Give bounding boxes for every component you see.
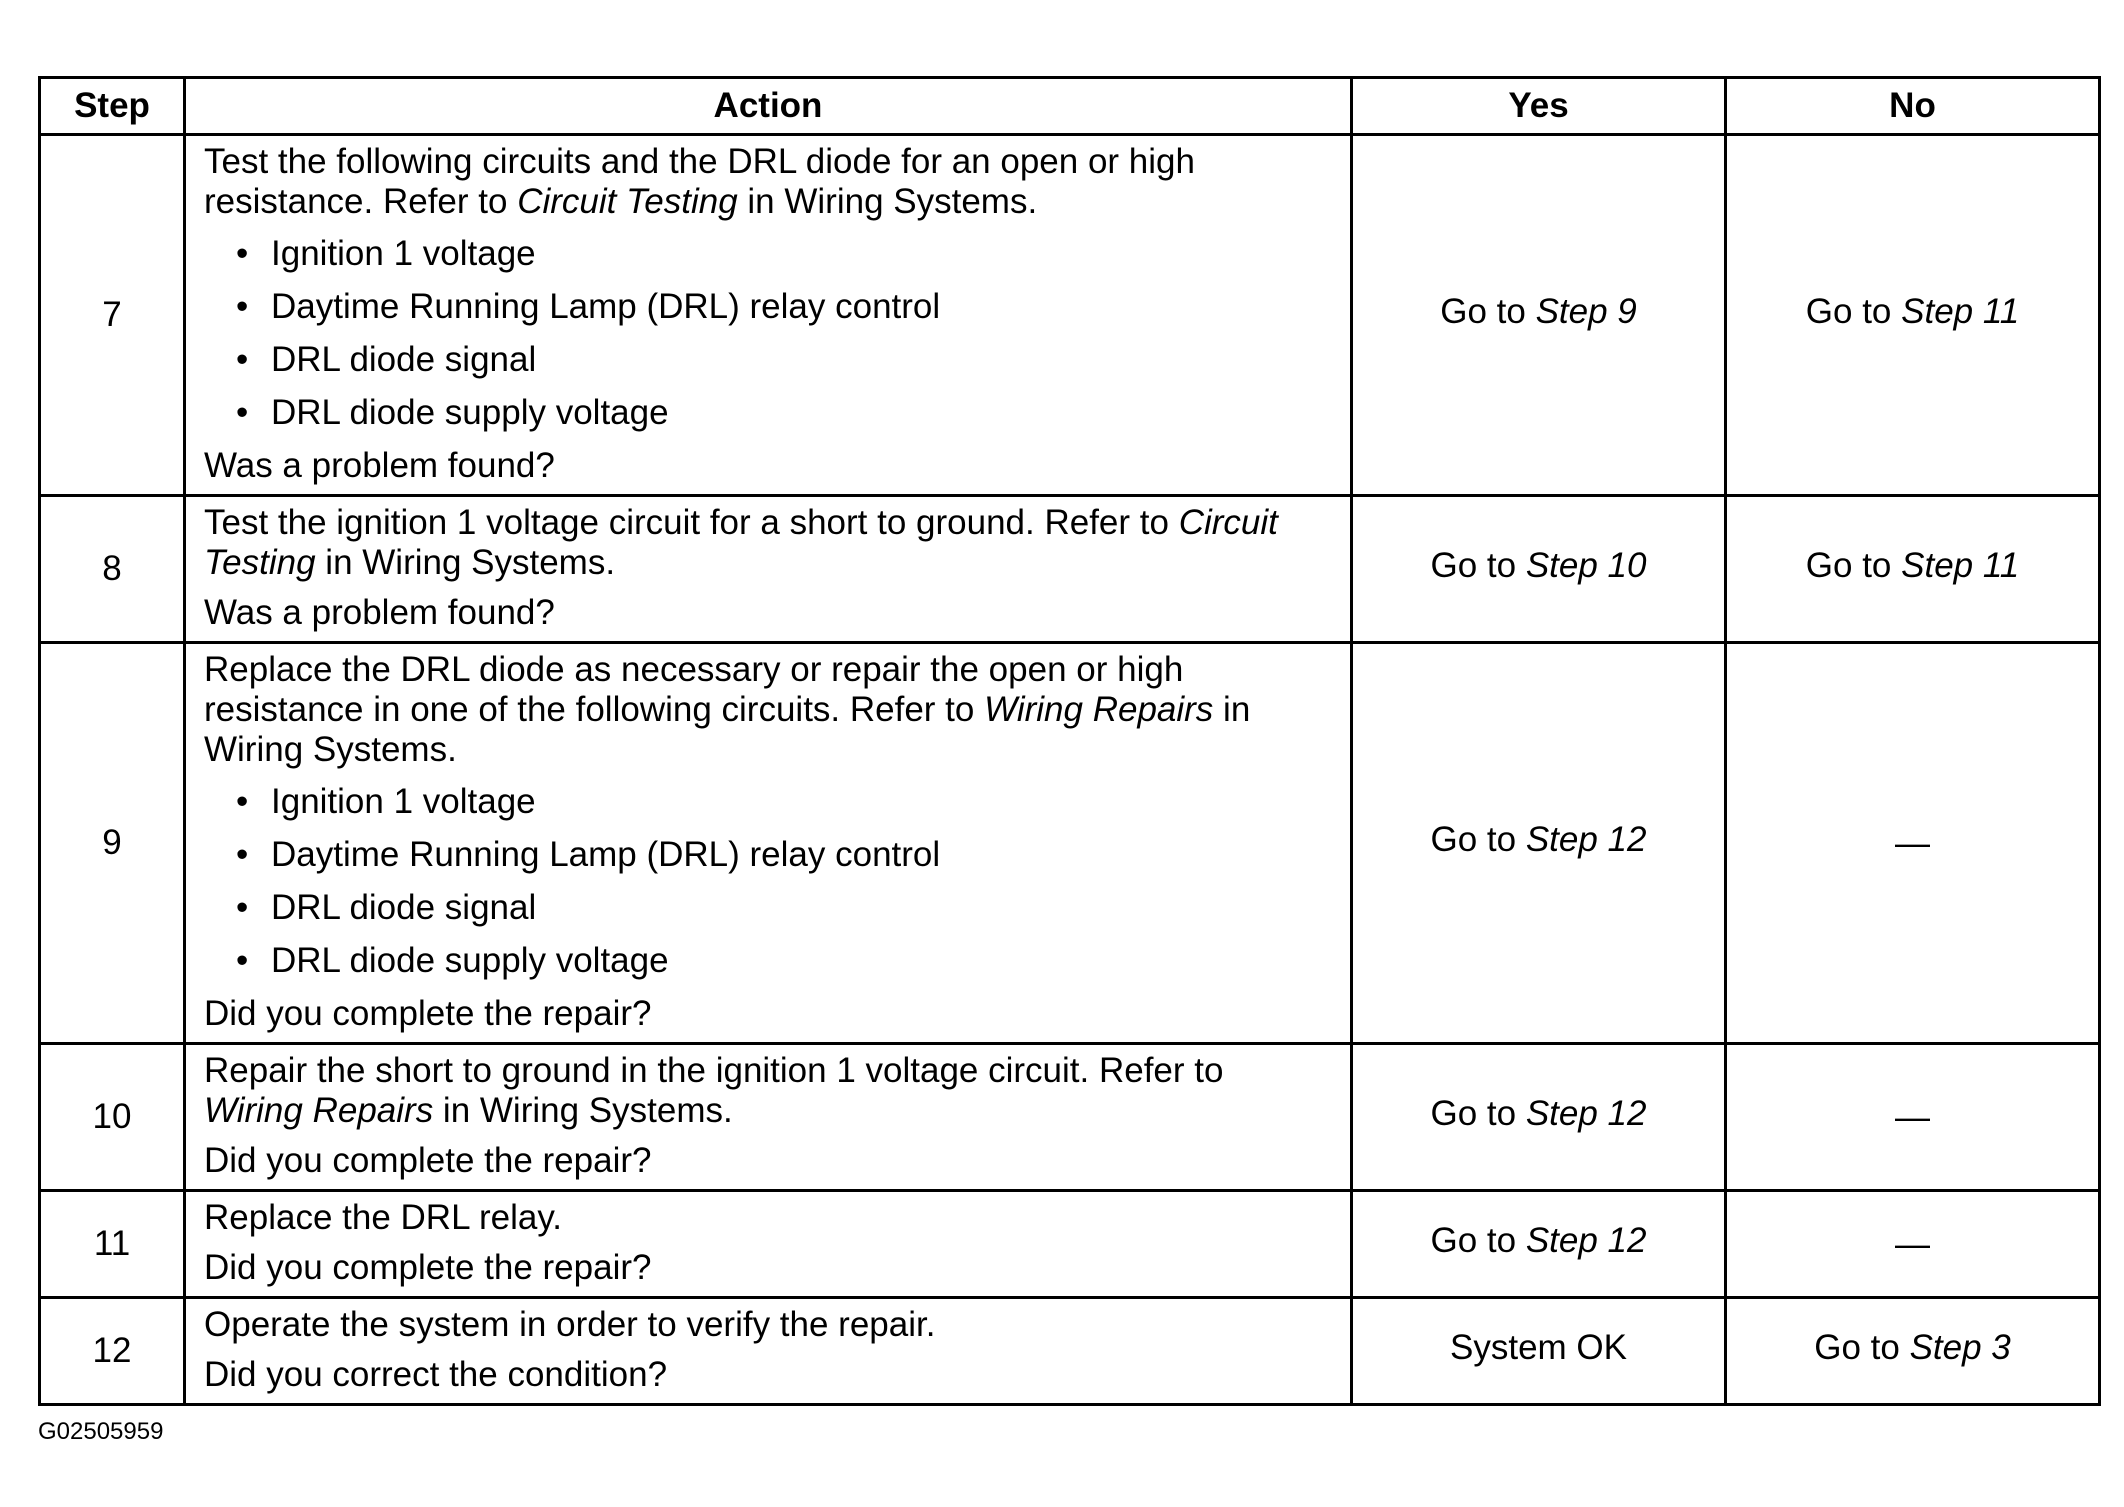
action-instruction: Replace the DRL diode as necessary or repair the open or high resistance in one of the following circuits. Refer to Wiring Repairs in Wiring Systems. (204, 650, 1251, 769)
action-cell (185, 1298, 1352, 1405)
table-row (40, 643, 2100, 1044)
list-item: • DRL diode supply voltage (236, 941, 669, 980)
action-question: Was a problem found? (204, 446, 555, 485)
action-cell (185, 135, 1352, 496)
action-instruction: Operate the system in order to verify the repair. (204, 1305, 936, 1344)
step-number: 11 (40, 1191, 185, 1298)
bullet-icon: • (236, 782, 249, 821)
action-instruction: Replace the DRL relay. (204, 1198, 562, 1237)
bullet-icon: • (236, 287, 249, 326)
no-result: Go to Step 3 (1726, 1298, 2100, 1405)
bullet-icon: • (236, 941, 249, 980)
no-result: Go to Step 11 (1726, 496, 2100, 643)
bullet-icon: • (236, 888, 249, 927)
action-instruction: Test the ignition 1 voltage circuit for a short to ground. Refer to Circuit Testing in Wiring Systems. (204, 503, 1278, 582)
step-number: 12 (40, 1298, 185, 1405)
action-instruction: Repair the short to ground in the ignition 1 voltage circuit. Refer to Wiring Repairs in Wiring Systems. (204, 1051, 1224, 1130)
list-item: • Daytime Running Lamp (DRL) relay control (236, 835, 941, 874)
yes-result: Go to Step 9 (1352, 135, 1726, 496)
bullet-icon: • (236, 234, 249, 273)
no-result: — (1726, 1044, 2100, 1191)
reference-link-text: Circuit Testing (204, 503, 1278, 582)
list-item: • DRL diode supply voltage (236, 393, 669, 432)
table-row (40, 1044, 2100, 1191)
diagnostic-sheet (38, 76, 2098, 1406)
header-action: Action (185, 78, 1352, 135)
yes-result: System OK (1352, 1298, 1726, 1405)
step-number: 7 (40, 135, 185, 496)
reference-link-text: Circuit Testing (517, 182, 738, 221)
action-question: Did you complete the repair? (204, 994, 652, 1033)
step-number: 10 (40, 1044, 185, 1191)
no-result: Go to Step 11 (1726, 135, 2100, 496)
bullet-icon: • (236, 340, 249, 379)
header-step: Step (40, 78, 185, 135)
action-cell (185, 1191, 1352, 1298)
bullet-icon: • (236, 835, 249, 874)
list-item: • Ignition 1 voltage (236, 234, 536, 273)
action-question: Did you complete the repair? (204, 1141, 652, 1180)
figure-id: G02505959 (38, 1418, 164, 1445)
action-cell (185, 1044, 1352, 1191)
table-row (40, 496, 2100, 643)
action-cell (185, 643, 1352, 1044)
reference-link-text: Wiring Repairs (984, 690, 1214, 729)
header-no: No (1726, 78, 2100, 135)
no-result: — (1726, 1191, 2100, 1298)
action-question: Did you correct the condition? (204, 1355, 668, 1394)
header-yes: Yes (1352, 78, 1726, 135)
list-item: • DRL diode signal (236, 340, 537, 379)
list-item: • Daytime Running Lamp (DRL) relay control (236, 287, 941, 326)
yes-result: Go to Step 10 (1352, 496, 1726, 643)
table-header-row (40, 78, 2100, 135)
action-cell (185, 496, 1352, 643)
bullet-icon: • (236, 393, 249, 432)
table-row (40, 135, 2100, 496)
step-number: 9 (40, 643, 185, 1044)
step-number: 8 (40, 496, 185, 643)
diagnostic-table (38, 76, 2101, 1406)
circuit-list (204, 782, 1332, 981)
table-row (40, 1298, 2100, 1405)
table-row (40, 1191, 2100, 1298)
list-item: • Ignition 1 voltage (236, 782, 536, 821)
action-question: Did you complete the repair? (204, 1248, 652, 1287)
yes-result: Go to Step 12 (1352, 643, 1726, 1044)
action-question: Was a problem found? (204, 593, 555, 632)
action-instruction: Test the following circuits and the DRL diode for an open or high resistance. Refer to Circuit Testing in Wiring Systems. (204, 142, 1195, 221)
list-item: • DRL diode signal (236, 888, 537, 927)
yes-result: Go to Step 12 (1352, 1044, 1726, 1191)
circuit-list (204, 234, 1332, 433)
reference-link-text: Wiring Repairs (204, 1091, 434, 1130)
yes-result: Go to Step 12 (1352, 1191, 1726, 1298)
no-result: — (1726, 643, 2100, 1044)
